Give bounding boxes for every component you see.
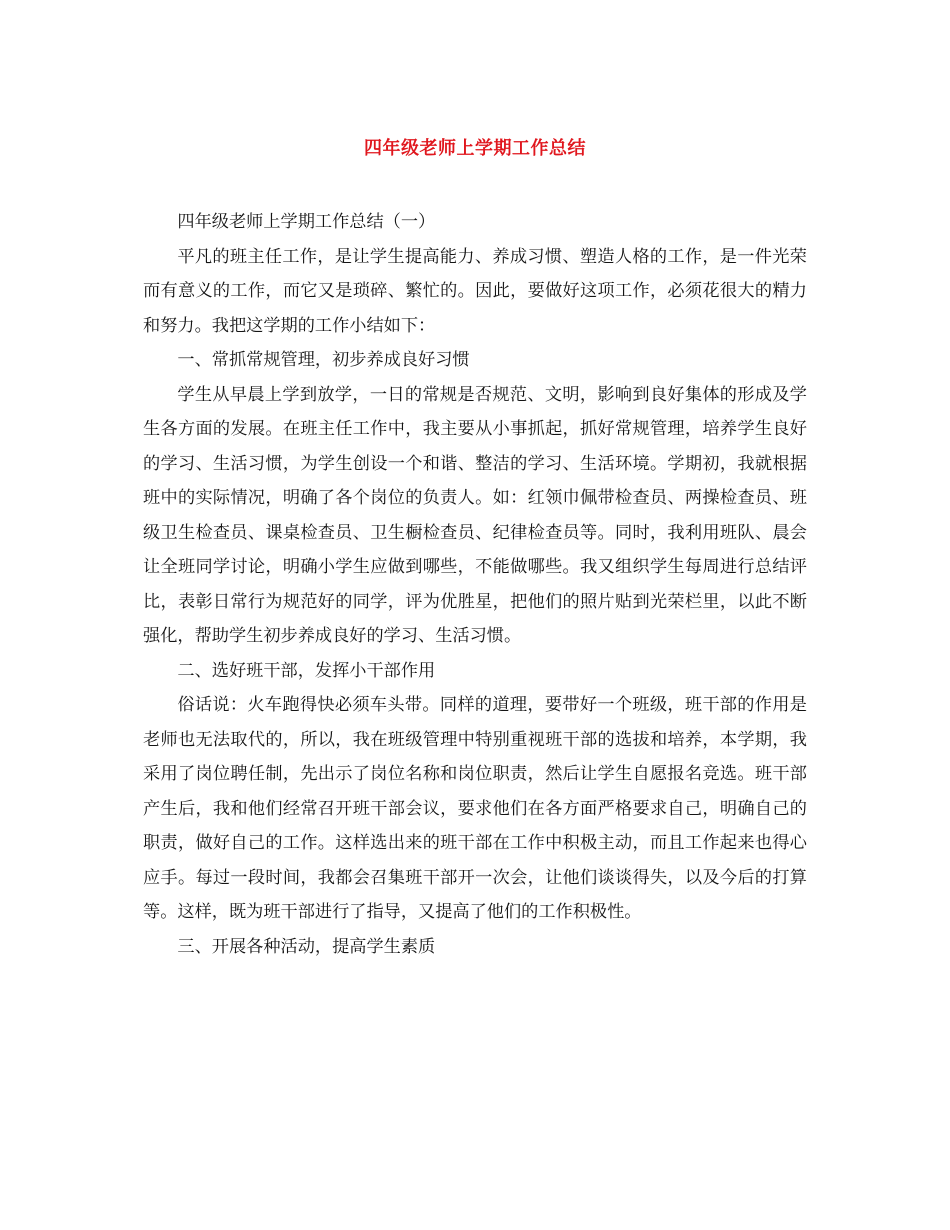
- intro-paragraph: 平凡的班主任工作，是让学生提高能力、养成习惯、塑造人格的工作，是一件光荣而有意义的工作，而它又是琐碎、繁忙的。因此，要做好这项工作，必须花很大的精力和努力。我把这学期的工作小结如下：: [143, 246, 807, 336]
- section-heading-1: 一、常抓常规管理，初步养成良好习惯: [177, 350, 470, 370]
- document-body: [143, 205, 807, 964]
- section-heading-2: 二、选好班干部，发挥小干部作用: [177, 660, 436, 681]
- section-heading-3: 三、开展各种活动，提高学生素质: [177, 936, 436, 957]
- subtitle-paragraph: 四年级老师上学期工作总结（一）: [177, 212, 436, 232]
- document-title: 四年级老师上学期工作总结: [364, 138, 586, 159]
- section-paragraph-2: 俗话说：火车跑得快必须车头带。同样的道理，要带好一个班级，班干部的作用是老师也无法取代的，所以，我在班级管理中特别重视班干部的选拔和培养，本学期，我采用了岗位聘任制，先出示了岗位名称和岗位职责，然后让学生自愿报名竞选。班干部产生后，我和他们经常召开班干部会议，要求他们在各方面严格要求自己，明确自己的职责，做好自己的工作。这样选出来的班干部在工作中积极主动，而且工作起来也得心应手。每过一段时间，我都会召集班干部开一次会，让他们谈谈得失，以及今后的打算等。这样，既为班干部进行了指导，又提高了他们的工作积极性。: [143, 695, 807, 922]
- section-paragraph-1: 学生从早晨上学到放学，一日的常规是否规范、文明，影响到良好集体的形成及学生各方面的发展。在班主任工作中，我主要从小事抓起，抓好常规管理，培养学生良好的学习、生活习惯，为学生创设一个和谐、整洁的学习、生活环境。学期初，我就根据班中的实际情况，明确了各个岗位的负责人。如：红领巾佩带检查员、两操检查员、班级卫生检查员、课桌检查员、卫生橱检查员、纪律检查员等。同时，我利用班队、晨会让全班同学讨论，明确小学生应做到哪些，不能做哪些。我又组织学生每周进行总结评比，表彰日常行为规范好的同学，评为优胜星，把他们的照片贴到光荣栏里，以此不断强化，帮助学生初步养成良好的学习、生活习惯。: [143, 384, 807, 646]
